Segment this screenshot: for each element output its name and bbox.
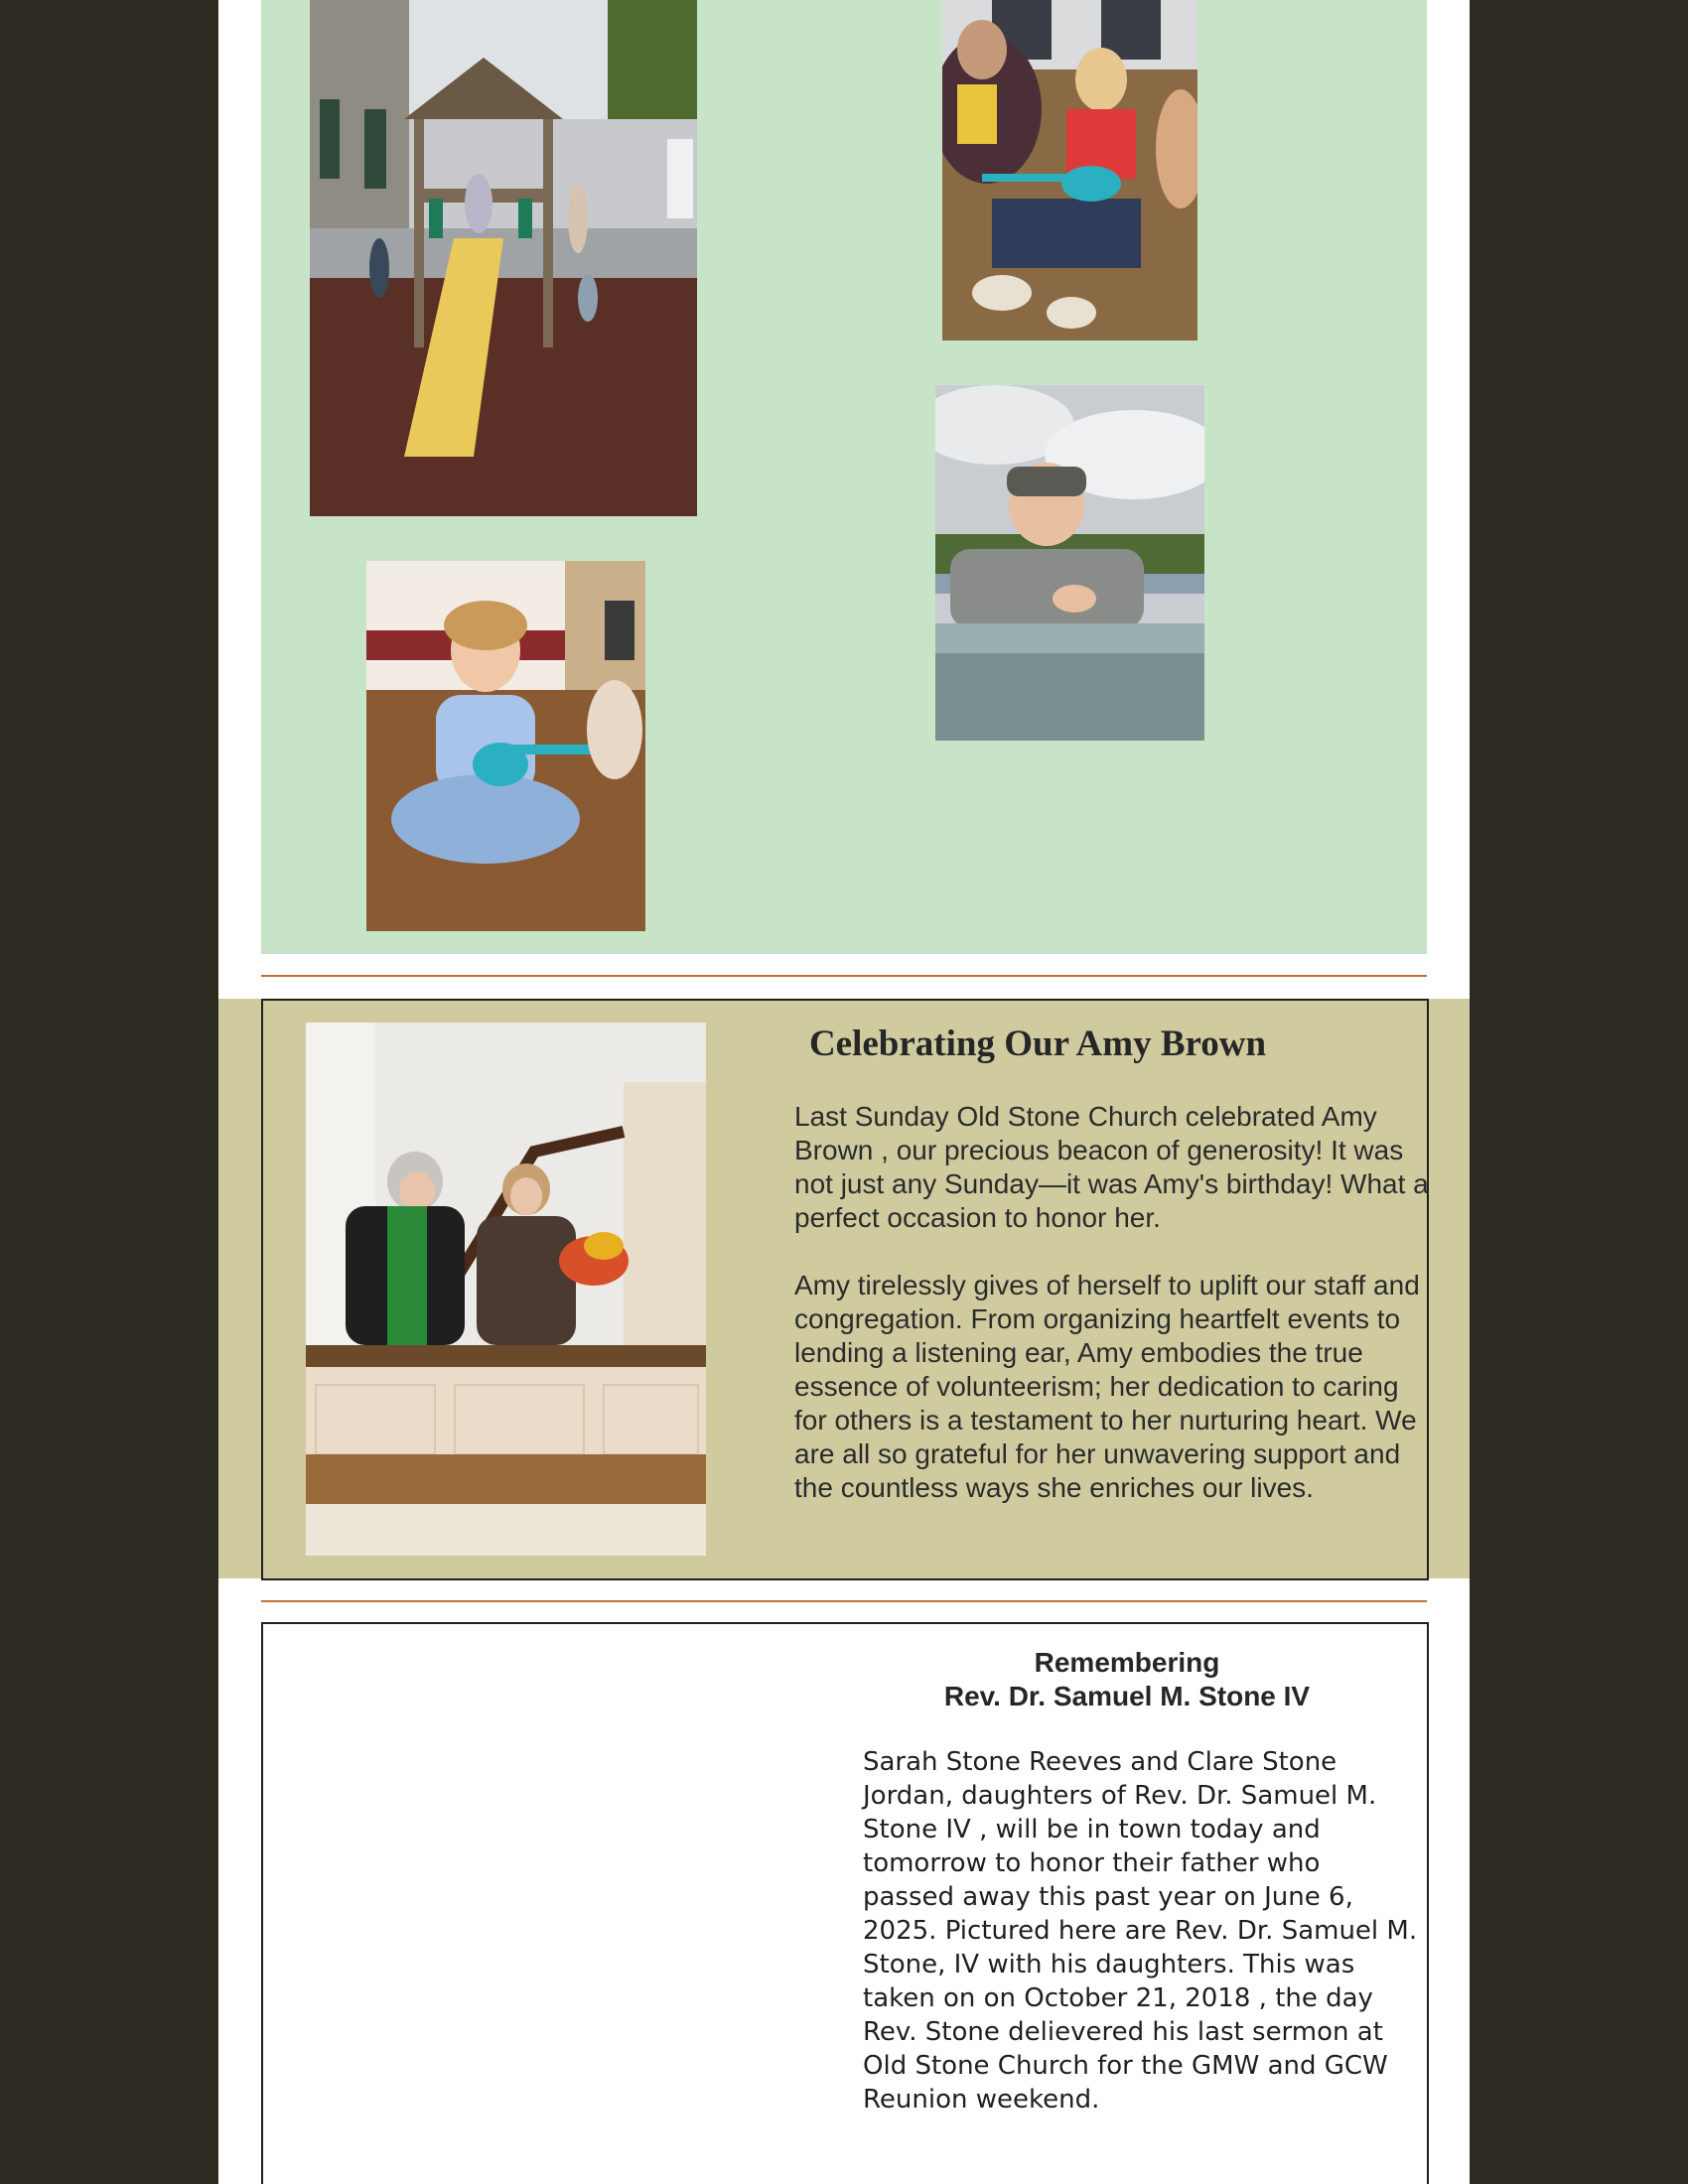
divider-rule — [261, 975, 1427, 977]
remembering-heading-line-1: Remembering — [1034, 1647, 1220, 1678]
playground-photo — [310, 0, 697, 516]
remembering-section — [261, 1622, 1429, 2184]
amy-celebration-photo — [306, 1023, 706, 1556]
amy-paragraph-2: Amy tirelessly gives of herself to uplift our staff and congregation. From organizing heartfelt events to lending a listening ear, Amy embodies the true essence of volunteerism; her dedication to caring for others is a testament to her nurturing heart. We are all so grateful for her unwavering support and the countless ways she enriches our lives. — [794, 1270, 1420, 1503]
photo-gallery — [261, 0, 1427, 954]
divider-rule — [261, 1600, 1427, 1602]
remembering-body: Sarah Stone Reeves and Clare Stone Jordan, daughters of Rev. Dr. Samuel M. Stone IV , will be in town today and tomorrow to honor their father who passed away this past year on June 6, 2025. Pictured here are Rev. Dr. Samuel M. Stone, IV with his daughters. This was taken on on October 21, 2018 , the day Rev. Stone delievered his last sermon at Old Stone Church for the GMW and GCW Reunion weekend. — [863, 1747, 1418, 2115]
remembering-heading — [829, 1646, 1425, 1713]
amy-title: Celebrating Our Amy Brown — [808, 1024, 1267, 1064]
remembering-heading-line-2: Rev. Dr. Samuel M. Stone IV — [943, 1681, 1311, 1711]
amy-box — [261, 999, 1429, 1580]
amy-paragraph-1: Last Sunday Old Stone Church celebrated Amy Brown , our precious beacon of generosity! It was not just any Sunday—it was Amy's birthday! What a perfect occasion to honor her. — [794, 1101, 1429, 1233]
girl-ukulele-photo — [366, 561, 645, 931]
amy-body — [794, 1100, 1430, 1539]
newsletter-page — [218, 0, 1470, 2184]
amy-section — [218, 999, 1470, 1578]
ukulele-group-photo — [942, 0, 1197, 341]
boy-writing-photo — [935, 385, 1204, 741]
